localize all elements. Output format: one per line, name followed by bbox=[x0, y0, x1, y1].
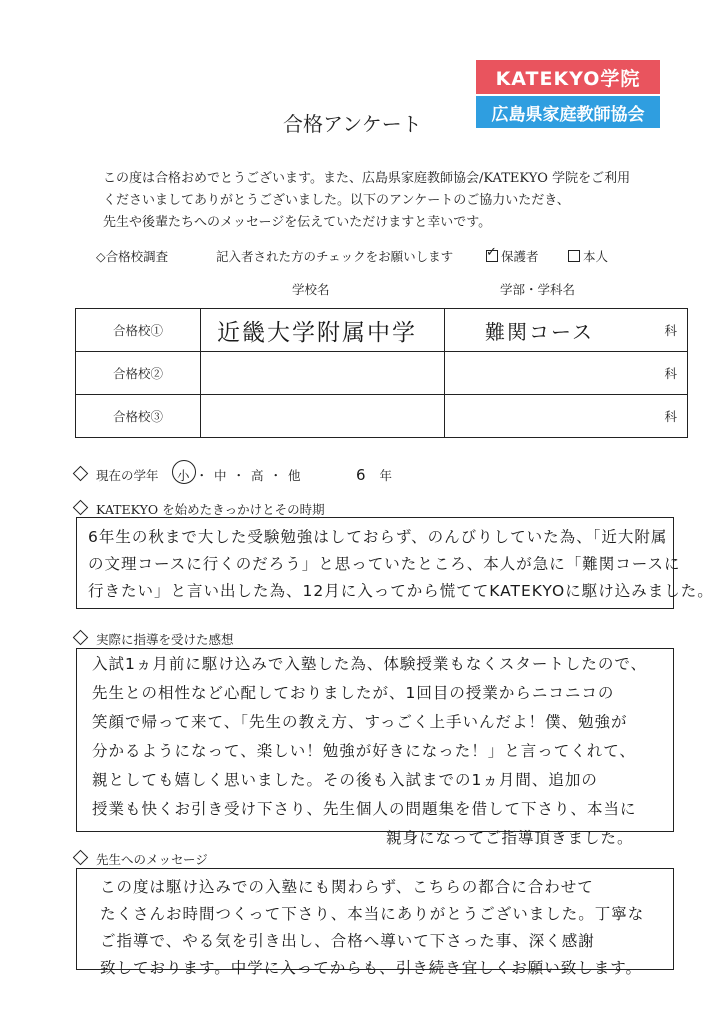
dept-suffix: 科 bbox=[664, 409, 677, 424]
section-heading bbox=[72, 500, 325, 518]
option-label: 保護者 bbox=[501, 249, 539, 264]
table-row bbox=[76, 309, 688, 352]
intro-line: くださいましてありがとうございました。以下のアンケートのご協力いただき、 bbox=[103, 193, 570, 208]
dept-field[interactable] bbox=[445, 352, 688, 395]
column-school: 学校名 bbox=[292, 282, 330, 297]
option-guardian[interactable] bbox=[486, 247, 539, 265]
answer-line: 親身になってご指導頂きました。 bbox=[386, 829, 634, 847]
grade-row bbox=[72, 466, 159, 484]
answer-text bbox=[100, 874, 644, 982]
association-logo: 広島県家庭教師協会 bbox=[476, 96, 660, 128]
diamond-icon bbox=[73, 466, 89, 482]
answer-line: 先生との相性など心配しておりましたが、1回目の授業からニコニコの bbox=[92, 684, 615, 702]
page-title: 合格アンケート bbox=[283, 112, 422, 136]
dept-field[interactable] bbox=[445, 309, 688, 352]
section-title: KATEKYO を始めたきっかけとその時期 bbox=[96, 502, 325, 517]
grade-unit: 年 bbox=[379, 468, 393, 483]
grade-value: 6 bbox=[356, 466, 366, 484]
option-label: 本人 bbox=[583, 249, 609, 264]
answer-line: この度は駆け込みでの入塾にも関わらず、こちらの都合に合わせて bbox=[100, 878, 594, 896]
dept-suffix: 科 bbox=[664, 366, 677, 381]
answer-line: 親としても嬉しく思いました。その後も入試までの1ヵ月間、追加の bbox=[92, 771, 598, 789]
dept-suffix: 科 bbox=[664, 323, 677, 338]
section-heading bbox=[72, 630, 234, 648]
school-name-field[interactable] bbox=[201, 352, 445, 395]
section-heading bbox=[72, 850, 208, 868]
checkbox-icon[interactable] bbox=[568, 250, 580, 262]
intro-line: 先生や後輩たちへのメッセージを伝えていただけますと幸いです。 bbox=[103, 215, 492, 230]
grade-label: 現在の学年 bbox=[96, 468, 159, 483]
answer-text bbox=[88, 524, 714, 605]
intro-line: この度は合格おめでとうございます。また、広島県家庭教師協会/KATEKYO 学院をご利用 bbox=[103, 171, 631, 186]
katekyo-logo: KATEKYO学院 bbox=[476, 60, 660, 94]
answer-line: 6年生の秋まで大した受験勉強はしておらず、のんびりしていた為、「近大附属 bbox=[88, 528, 668, 546]
answer-line: 授業も快くお引き受け下さり、先生個人の問題集を借して下さり、本当に bbox=[92, 800, 637, 818]
grade-value-row bbox=[356, 466, 392, 484]
answer-line: 分かるようになって、楽しい！勉強が好きになった！」と言ってくれて、 bbox=[92, 742, 636, 760]
row-label: 合格校③ bbox=[76, 395, 201, 438]
answer-line: ご指導で、やる気を引き出し、合格へ導いて下さった事、深く感謝 bbox=[100, 932, 595, 950]
schools-table bbox=[75, 308, 688, 438]
diamond-icon bbox=[73, 630, 89, 646]
section-title: 実際に指導を受けた感想 bbox=[96, 632, 234, 647]
checkbox-checked-icon[interactable] bbox=[486, 250, 498, 262]
option-self[interactable] bbox=[568, 247, 608, 265]
answer-line: 致しております。中学に入ってからも、引き続き宜しくお願い致します。 bbox=[100, 959, 643, 977]
dept-value: 難関コース bbox=[485, 319, 594, 344]
answer-line: 行きたい」と言い出した為、12月に入ってから慌ててKATEKYOに駆け込みました。 bbox=[88, 582, 714, 600]
column-dept: 学部・学科名 bbox=[500, 282, 576, 297]
survey-heading: ◇合格校調査 bbox=[96, 249, 169, 264]
answer-line: の文理コースに行くのだろう」と思っていたところ、本人が急に「難関コースに bbox=[88, 555, 681, 573]
grade-options[interactable]: 小・中・高・他 bbox=[177, 468, 307, 483]
intro-text bbox=[103, 168, 663, 234]
answer-line: 入試1ヵ月前に駆け込みで入塾した為、体験授業もなくスタートしたので、 bbox=[92, 655, 648, 673]
section-title: 先生へのメッセージ bbox=[96, 852, 208, 867]
school-name-field[interactable]: 近畿大学附属中学 bbox=[201, 309, 445, 352]
row-label: 合格校① bbox=[76, 309, 201, 352]
table-row bbox=[76, 352, 688, 395]
diamond-icon bbox=[73, 850, 89, 866]
circle-mark-icon bbox=[172, 460, 196, 484]
table-row bbox=[76, 395, 688, 438]
answer-line: たくさんお時間つくって下さり、本当にありがとうございました。丁寧な bbox=[100, 905, 645, 923]
diamond-icon bbox=[73, 500, 89, 516]
answer-line: 笑顔で帰って来て、「先生の教え方、すっごく上手いんだよ！僕、勉強が bbox=[92, 713, 628, 731]
answer-text bbox=[92, 650, 647, 853]
survey-instruction: 記入者された方のチェックをお願いします bbox=[216, 249, 454, 264]
row-label: 合格校② bbox=[76, 352, 201, 395]
dept-field[interactable] bbox=[445, 395, 688, 438]
school-name-field[interactable] bbox=[201, 395, 445, 438]
